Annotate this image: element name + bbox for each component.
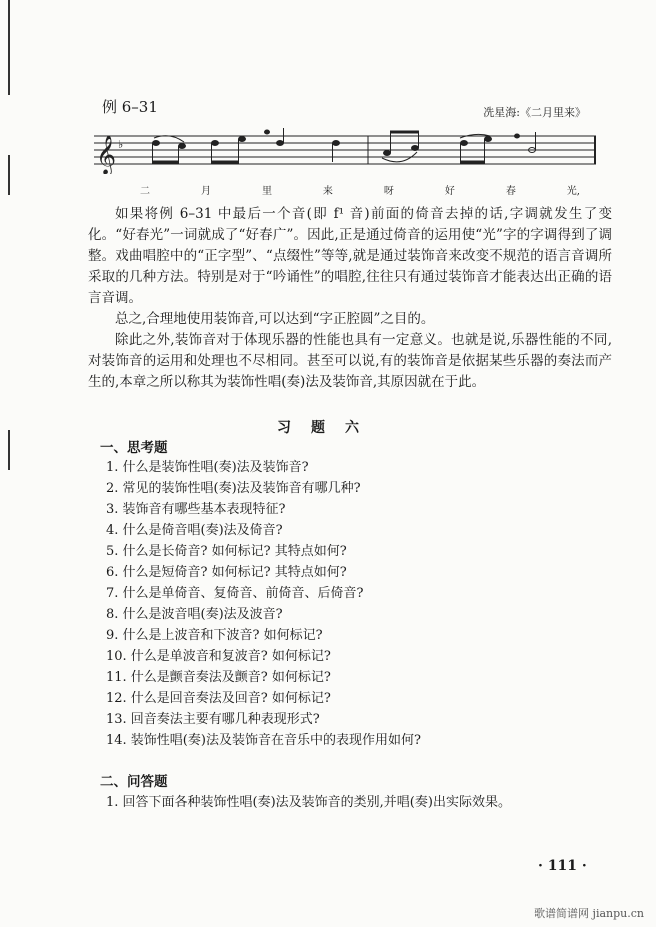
exercise-title: 习题六 <box>277 420 379 436</box>
example-source: 冼星海:《二月里来》 <box>483 106 586 119</box>
lyric: 里 <box>261 186 272 197</box>
question-list <box>106 792 511 813</box>
example-label: 例 6–31 <box>102 98 158 116</box>
lyric: 春 <box>505 186 516 197</box>
lyric: 好 <box>444 186 455 197</box>
music-staff <box>92 128 598 174</box>
scan-edge <box>8 155 10 195</box>
watermark: 歌谱简谱网 jianpu.cn <box>534 907 644 920</box>
question: 4. 什么是倚音唱(奏)法及倚音? <box>106 523 283 538</box>
question: 2. 常见的装饰性唱(奏)法及装饰音有哪几种? <box>106 481 361 496</box>
question: 6. 什么是短倚音? 如何标记? 其特点如何? <box>106 565 347 580</box>
question: 7. 什么是单倚音、复倚音、前倚音、后倚音? <box>106 586 364 601</box>
question-list <box>106 457 421 751</box>
section-title: 一、思考题 <box>100 440 168 456</box>
question: 11. 什么是颤音奏法及颤音? 如何标记? <box>106 670 331 685</box>
question: 13. 回音奏法主要有哪几种表现形式? <box>106 712 320 727</box>
question: 9. 什么是上波音和下波音? 如何标记? <box>106 628 323 643</box>
paragraph: 总之,合理地使用装饰音,可以达到“字正腔圆”之目的。 <box>115 311 435 327</box>
scan-edge <box>8 0 10 95</box>
page-number: · 111 · <box>538 858 587 874</box>
section-title: 二、问答题 <box>100 774 168 790</box>
lyric: 二 <box>140 186 150 197</box>
question: 5. 什么是长倚音? 如何标记? 其特点如何? <box>106 544 347 559</box>
lyric: 来 <box>322 186 333 197</box>
lyric: 光, <box>566 186 580 197</box>
question: 10. 什么是单波音和复波音? 如何标记? <box>106 649 331 664</box>
lyric: 呀 <box>383 186 394 197</box>
question: 3. 装饰音有哪些基本表现特征? <box>106 502 286 517</box>
paragraph: 除此之外,装饰音对于体现乐器的性能也具有一定意义。也就是说,乐器性能的不同,对装饰音的运用和处理也不尽相同。甚至可以说,有的装饰音是依据某些乐器的奏法而产生的,本章之所以称其为装饰性唱(奏)法及装饰音,其原因就在于此。 <box>88 332 612 390</box>
treble-clef-icon: 𝄞 <box>96 135 117 174</box>
body-text <box>88 204 612 393</box>
flat-icon: ♭ <box>118 138 124 151</box>
lyrics-row <box>140 182 580 197</box>
paragraph: 如果将例 6–31 中最后一个音(即 f¹ 音)前面的倚音去掉的话,字调就发生了变化。“好春光”一词就成了“好春广”。因此,正是通过倚音的运用使“光”字的字调得到了调整。戏曲唱腔中的“正字型”、“点缀性”等等,就是通过装饰音来改变不规范的语言音调所采取的几种方法。特别是对于“吟诵性”的唱腔,往往只有通过装饰音才能表达出正确的语言音调。 <box>88 206 612 306</box>
question: 1. 什么是装饰性唱(奏)法及装饰音? <box>106 460 309 475</box>
question: 1. 回答下面各种装饰性唱(奏)法及装饰音的类别,并唱(奏)出实际效果。 <box>106 795 511 810</box>
question: 14. 装饰性唱(奏)法及装饰音在音乐中的表现作用如何? <box>106 733 421 748</box>
question: 8. 什么是波音唱(奏)法及波音? <box>106 607 283 622</box>
lyric: 月 <box>200 186 211 197</box>
question: 12. 什么是回音奏法及回音? 如何标记? <box>106 691 331 706</box>
